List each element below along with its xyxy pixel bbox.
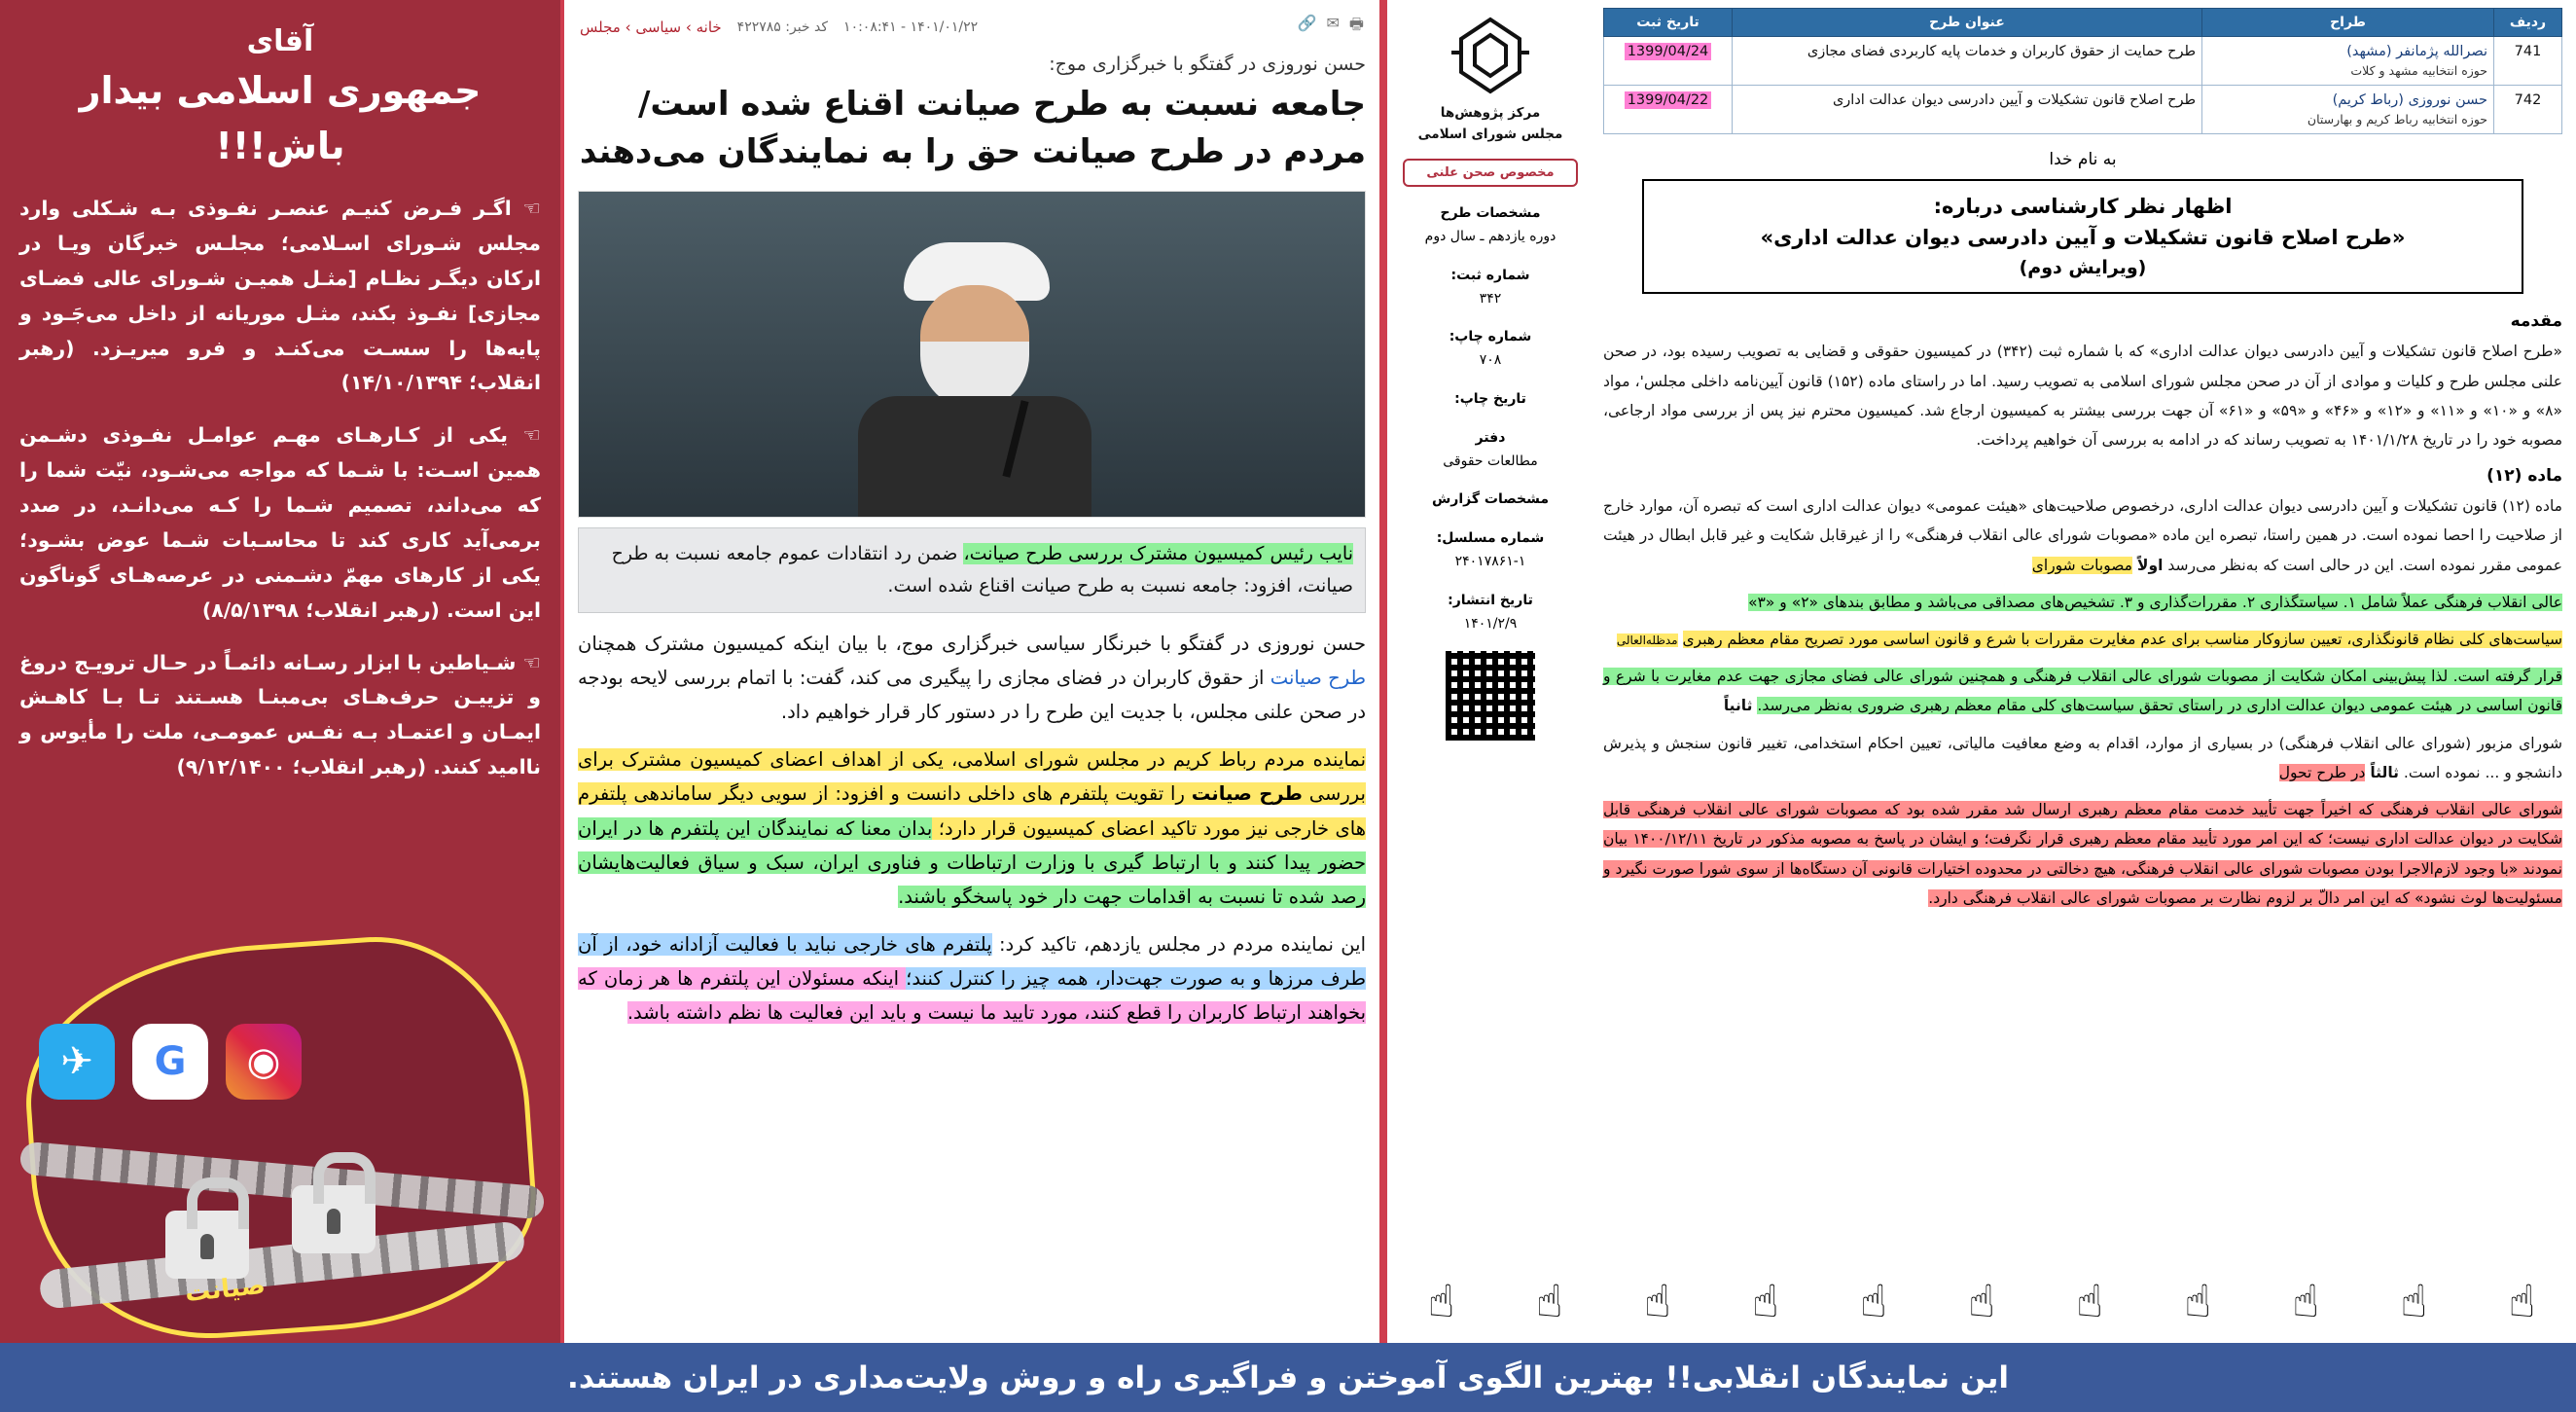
art-hl-honorific: مدظله‌العالی <box>1616 634 1678 648</box>
news-action-icons <box>1298 14 1364 40</box>
pointing-hand-icon: ☝ <box>1643 1275 1671 1327</box>
print-icon[interactable]: 🖶 <box>1348 15 1364 33</box>
col-header-date[interactable]: تاریخ ثبت <box>1604 9 1733 37</box>
pointing-hand-icon: ☝ <box>1535 1275 1563 1327</box>
side-key-4: دفتر <box>1475 429 1506 446</box>
bismillah-line: به نام خدا <box>2049 150 2117 170</box>
bottom-banner-text: این نمایندگان انقلابی!! بهترین الگوی آموختن و فراگیری راه و روش ولایت‌مداری در ایران هستند. <box>567 1359 2009 1395</box>
side-val-0: دوره یازدهم ـ سال دوم <box>1424 228 1556 244</box>
news-code-label: کد خبر: <box>785 18 829 35</box>
section-heading-article: ماده (۱۲) <box>2487 466 2562 487</box>
padlock-icon-2 <box>292 1185 376 1253</box>
side-block-2 <box>1397 326 1584 373</box>
report-article-paragraph-4 <box>1603 662 2562 720</box>
link-icon[interactable]: 🔗 <box>1297 14 1317 32</box>
row-title: طرح حمایت از حقوق کاربران و خدمات پایه کاربردی فضای مجازی <box>1733 37 2202 86</box>
art-bold-3: ثالثاً <box>2370 763 2399 781</box>
news-code <box>737 19 828 35</box>
side-key-2: شماره چاپ: <box>1449 329 1532 345</box>
art-bold-2: ثانیاً <box>1723 697 1753 715</box>
art-p4-text: قرار گرفته است. لذا پیش‌بینی امکان شکایت از مصوبات شورای عالی انقلاب فرهنگی و همچنین شورای عالی فضای مجازی جهت عدم مغایرت با شرع و قانون اساسی در هیئت عمومی دیوان عدالت اداری در راستای تحقق سیاست‌های کلی مقام معظم رهبری ضروری به‌نظر می‌رسد. <box>1603 668 2562 715</box>
telegram-icon: ✈ <box>39 1024 115 1100</box>
side-val-2: ۷۰۸ <box>1479 352 1502 369</box>
designer-name: حسن نوروزی (رباط کریم) <box>2332 92 2487 109</box>
art-p2-text: عالی انقلاب فرهنگی عملاً شامل ۱. سیاستگذاری ۲. مقررات‌گذاری و ۳. تشخیص‌های مصداقی می‌باشد و مطابق بندهای «۲» و «۳» <box>1748 593 2562 611</box>
art-p1-text: ماده (۱۲) قانون تشکیلات و آیین دادرسی دیوان عدالت اداری، درخصوص صلاحیت‌های «هیئت عمومی» دیوان عدالت اداری است که تبصره آن، موارد خارج از صلاحیت را احصا نموده است. در همین راستا، تبصره این ماده «مصوبات شورای عالی انقلاب فرهنگی» را از غیرقابل شکایت و غیر قابل ابطال در هیئت عمومی مقرر نموده است. این در حالی است که به‌نظر می‌رسد <box>1603 497 2562 574</box>
news-p1-link[interactable]: طرح صیانت <box>1270 667 1366 690</box>
side-key-3: تاریخ چاپ: <box>1454 390 1526 407</box>
report-article-paragraph-5 <box>1603 729 2562 787</box>
row-index: 741 <box>2494 37 2562 86</box>
row-date-value: 1399/04/22 <box>1625 91 1712 109</box>
side-block-0 <box>1397 202 1584 249</box>
section-heading-intro: مقدمه <box>2510 311 2562 332</box>
col-header-index[interactable]: ردیف <box>2494 9 2562 37</box>
row-index: 742 <box>2494 86 2562 134</box>
side-val-7: ۱۴۰۱/۲/۹ <box>1463 615 1518 632</box>
pointing-hand-icon: ☝ <box>2292 1275 2320 1327</box>
art-bold-1: اولاً <box>2136 556 2164 574</box>
pointing-hand-icon: ☝ <box>1427 1275 1455 1327</box>
designer-name: نصرالله پژمانفر (مشهد) <box>2346 44 2487 59</box>
report-body <box>1593 0 2576 1343</box>
news-p1-part3: از حقوق کاربران در فضای مجازی را پیگیری می کند، گفت: با اتمام بررسی لایحه بودجه در صحن علنی مجلس، با جدیت این طرح را در دستور کار قرار خواهیم داد. <box>578 667 1366 724</box>
side-key-1: شماره ثبت: <box>1450 267 1530 283</box>
row-date <box>1604 86 1733 134</box>
news-p2-part4: بدان معنا که نمایندگان این پلتفرم ها در ایران حضور پیدا کنند و با ارتباط گیری با وزارت ارتباطات و فناوری ایران، سبک و سیاق فعالیت‌هایشان رصد شده تا نسبت به اقدامات جهت دار خود پاسخگو باشند. <box>578 816 1366 908</box>
side-val-1: ۳۴۲ <box>1479 290 1502 307</box>
side-key-5: مشخصات گزارش <box>1431 491 1550 508</box>
table-row <box>1604 37 2562 86</box>
art-p5-text: شورای مزبور (شورای عالی انقلاب فرهنگی) در بسیاری از موارد، اقدام به وضع معافیت مالیاتی، تعیین احکام استخدامی، تغییر قانون سنجش و پذیرش دانشجو و ... نموده است. <box>1603 734 2562 781</box>
side-key-6: شماره مسلسل: <box>1436 530 1545 547</box>
report-title-line3: (ویرایش دوم) <box>2019 257 2147 279</box>
report-title-line1: اظهار نظر کارشناسی درباره: <box>1933 195 2233 219</box>
news-headline: جامعه نسبت به طرح صیانت اقناع شده است/ مردم در طرح صیانت حق را به نمایندگان می‌دهند <box>579 85 1366 172</box>
news-paragraph-2 <box>578 742 1366 913</box>
report-article-paragraph-1 <box>1603 491 2562 580</box>
iran-map-illustration <box>0 924 560 1343</box>
designer-district: حوزه انتخابیه مشهد و کلات <box>2350 63 2487 79</box>
qr-code-icon[interactable] <box>1446 651 1535 741</box>
news-p3-part2: پلتفرم های خارجی نباید با فعالیت آزادانه خود، از آن طرف مرزها و به صورت جهت‌دار، همه چیز را کنترل کنند؛ <box>578 932 1366 990</box>
padlock-icon-1 <box>165 1211 249 1279</box>
news-p3-part3: اینکه مسئولان این پلتفرم ها هر زمان که بخواهند ارتباط کاربران را قطع کنند، مورد تایید ما نیست و باید این فعالیت ها نظم داشته باشد. <box>578 966 1366 1025</box>
row-date <box>1604 37 1733 86</box>
pointing-hands-row <box>1387 1265 2576 1337</box>
photo-subject <box>811 225 1132 517</box>
left-panel-title-line2: جمهوری اسلامی بیدار باش!!! <box>79 69 482 167</box>
logo-text <box>1397 103 1584 145</box>
left-panel-paragraph-3: ☜ شـیاطین با ابزار رسـانه دائمـاً در حـال ترویـج دروغ و تزییـن حرف‌هـای بی‌مبنـا هسـتند تـا بـا کاهـش ایمـان و اعتمـاد بـه نفـس عمومـی، ملت را مأیوس و ناامید کنند. (رهبر انقلاب؛ ۹/۱۲/۱۴۰۰) <box>19 650 541 779</box>
news-article-column <box>560 0 1383 1343</box>
side-key-0: مشخصات طرح <box>1440 205 1541 222</box>
side-block-7 <box>1397 590 1584 636</box>
instagram-icon: ◉ <box>226 1024 302 1100</box>
caption-rest: ضمن رد انتقادات عموم جامعه نسبت به طرح صیانت، افزود: جامعه نسبت به طرح صیانت اقناع شده است. <box>611 542 1353 597</box>
row-designer <box>2202 37 2494 86</box>
logo-text-line1: مرکز پژوهش‌ها <box>1440 105 1541 121</box>
left-panel-title-line1: آقای <box>246 24 314 58</box>
side-block-6 <box>1397 527 1584 574</box>
side-block-3 <box>1397 388 1584 412</box>
side-val-4: مطالعات حقوقی <box>1443 453 1538 469</box>
col-header-title[interactable]: عنوان طرح <box>1733 9 2202 37</box>
pointing-hand-icon: ☝ <box>2400 1275 2428 1327</box>
side-block-4 <box>1397 427 1584 474</box>
left-panel-title <box>19 19 541 174</box>
report-column <box>1387 0 2576 1343</box>
row-designer <box>2202 86 2494 134</box>
news-p2-part1: نماینده مردم رباط کریم در مجلس شورای اسلامی، یکی از اهداف اعضای کمیسیون مشترک برای بررسی <box>578 748 1366 806</box>
report-article-paragraph-2 <box>1603 588 2562 617</box>
news-code-value: ۴۲۲۷۸۵ <box>736 18 781 35</box>
registration-table <box>1603 8 2562 134</box>
logo-svg <box>1444 14 1537 97</box>
report-article-paragraph-3 <box>1603 625 2562 654</box>
bottom-banner <box>0 1343 2576 1412</box>
report-side-column <box>1387 0 1593 1343</box>
art-p6-text: شورای عالی انقلاب فرهنگی که اخیراً جهت تأیید خدمت مقام معظم رهبری ارسال شد مقرر شده بود که مصوبات شورای عالی انقلاب فرهنگی قابل شکایت در دیوان عدالت اداری نیست؛ که این امر مورد تأیید مقام معظم رهبری قرار نگرفت؛ و ایشان در پاسخ به مصوبه مذکور در تاریخ ۱۴۰۰/۱۲/۱۱ بیان نمودند «با وجود لازم‌الاجرا بودن مصوبات شورای عالی انقلاب فرهنگی، هیچ دخالتی در محدوده اختیارات قانونی آن دستگاه‌ها از سوی شورا صورت نگیرد و مسئولیت‌ها لوث نشود» که این امر دالّ بر لزوم نظارت بر مصوبات شورای عالی انقلاب فرهنگی دارد. <box>1603 801 2562 907</box>
report-title-box <box>1642 179 2523 294</box>
designer-district: حوزه انتخابیه رباط کریم و بهارستان <box>2307 112 2487 127</box>
news-paragraph-3 <box>578 927 1366 1030</box>
status-badge-stamp: مخصوص صحن علنی <box>1403 159 1578 187</box>
news-p2-term: طرح صیانت <box>1191 782 1303 806</box>
news-p2-part3: را تقویت پلتفرم های داخلی دانست و افزود: از سویی دیگر ساماندهی پلتفرم های خارجی نیز مورد تاکید اعضای کمیسیون قرار دارد؛ <box>578 782 1366 840</box>
news-photo <box>578 191 1366 518</box>
art-hl-1: مصوبات شورای <box>2031 556 2132 574</box>
majlis-research-center-logo <box>1444 14 1537 97</box>
report-title-line2: «طرح اصلاح قانون تشکیلات و آیین دادرسی دیوان عدالت اداری» <box>1760 226 2406 250</box>
google-icon: G <box>132 1024 208 1100</box>
news-kicker: حسن نوروزی در گفتگو با خبرگزاری موج: <box>1049 54 1366 75</box>
left-panel-paragraph-1: ☜ اگـر فـرض کنیـم عنصـر نفـوذی‌ بـه شـکلی وارد مجلس شـورای اسـلامی؛ مجلـس خبرگان ویـا در ارکان دیگـر نظـام [مثـل همیـن شـورای عالی فضـای مجازی] نفـوذ بکند، مثـل موریانه از داخل می‌جَـود و پایه‌ها را سسـت می‌کنـد و فرو میریـزد. (رهبر انقلاب؛ ۱۴/۱۰/۱۳۹۴) <box>19 197 541 395</box>
news-paragraph-1 <box>578 627 1366 729</box>
pointing-hand-icon: ☝ <box>2184 1275 2212 1327</box>
art-p3-text: سیاست‌های کلی نظام قانونگذاری، تعیین سازوکار مناسب برای عدم مغایرت مقررات با شرع و قانون اساسی مورد تصریح مقام معظم رهبری <box>1682 631 2562 649</box>
news-p3-part1: این نماینده مردم در مجلس یازدهم، تاکید کرد: <box>991 932 1366 956</box>
left-panel-paragraph-2: ☜ یکی از کـارهـای مهـم عوامـل نفـوذی دشـمن همین اسـت: با شـما که مواجه می‌شـود، نیّت شما را که می‌داند، تصمیم شـما را کـه می‌دانـد، در صدد برمی‌آید کاری کند تا محاسـبات شـما عوض بشـود؛ یکی از کارهای مهمّ دشـمنی در عرصه‌هـای گوناگون این است. (رهبر انقلاب؛ ۸/۵/۱۳۹۸) <box>19 423 541 622</box>
side-block-1 <box>1397 265 1584 311</box>
left-propaganda-panel <box>0 0 560 1343</box>
pointing-hand-icon: ☝ <box>1968 1275 1996 1327</box>
breadcrumb[interactable]: خانه › سیاسی › مجلس <box>580 18 722 36</box>
side-block-5 <box>1397 489 1584 512</box>
art-hl-tahavol: در طرح تحول <box>2278 763 2366 781</box>
social-icons-row <box>39 1024 302 1100</box>
side-key-7: تاریخ انتشار: <box>1448 592 1533 608</box>
news-datetime: ۱۴۰۱/۰۱/۲۲ - ۱۰:۰۸:۴۱ <box>843 18 979 35</box>
caption-highlight: نایب رئیس کمیسیون مشترک بررسی طرح صیانت، <box>963 542 1353 564</box>
news-p1-part1: حسن نوروزی در گفتگو با خبرنگار سیاسی خبرگزاری موج، با بیان اینکه کمیسیون مشترک همچنان <box>578 633 1366 656</box>
pointing-hand-icon: ☝ <box>1859 1275 1887 1327</box>
email-icon[interactable]: ✉ <box>1326 14 1340 32</box>
report-article-paragraph-6 <box>1603 795 2562 913</box>
map-label: صیانت <box>183 1270 268 1309</box>
row-title: طرح اصلاح قانون تشکیلات و آیین دادرسی دیوان عدالت اداری <box>1733 86 2202 134</box>
row-date-value: 1399/04/24 <box>1625 43 1712 60</box>
col-header-designer[interactable]: طراح <box>2202 9 2494 37</box>
side-val-6: ۲۴۰۱۷۸۶۱-۱ <box>1454 553 1526 569</box>
pointing-hand-icon: ☝ <box>2076 1275 2104 1327</box>
news-toolbar <box>578 10 1366 48</box>
news-photo-caption <box>578 527 1366 614</box>
logo-text-line2: مجلس شورای اسلامی <box>1417 126 1563 142</box>
table-header-row <box>1604 9 2562 37</box>
table-row <box>1604 86 2562 134</box>
report-intro-paragraph: «طرح اصلاح قانون تشکیلات و آیین دادرسی دیوان عدالت اداری» که با شماره ثبت (۳۴۲) در کمیسیون حقوقی و قضایی به تصویب رسیده بود، در صحن علنی مجلس طرح و کلیات و موادی از آن در صحن مجلس شورای اسلامی به تصویب رسید. اما در راستای ماده (۱۵۲) قانون آیین‌نامه داخلی مجلس'، مواد «۸» و «۱۰» و «۱۱» و «۱۲» و «۴۶» و «۵۹» و «۶۱» آن جهت بررسی بیشتر به کمیسیون ارجاع شد. کمیسیون محترم نیز پس از بررسی مواد ارجاعی، مصوبه خود را در تاریخ ۱۴۰۱/۱/۲۸ به تصویب رساند که در ادامه به بررسی آن خواهیم پرداخت. <box>1603 343 2562 449</box>
pointing-hand-icon: ☝ <box>1751 1275 1779 1327</box>
pointing-hand-icon: ☝ <box>2508 1275 2536 1327</box>
